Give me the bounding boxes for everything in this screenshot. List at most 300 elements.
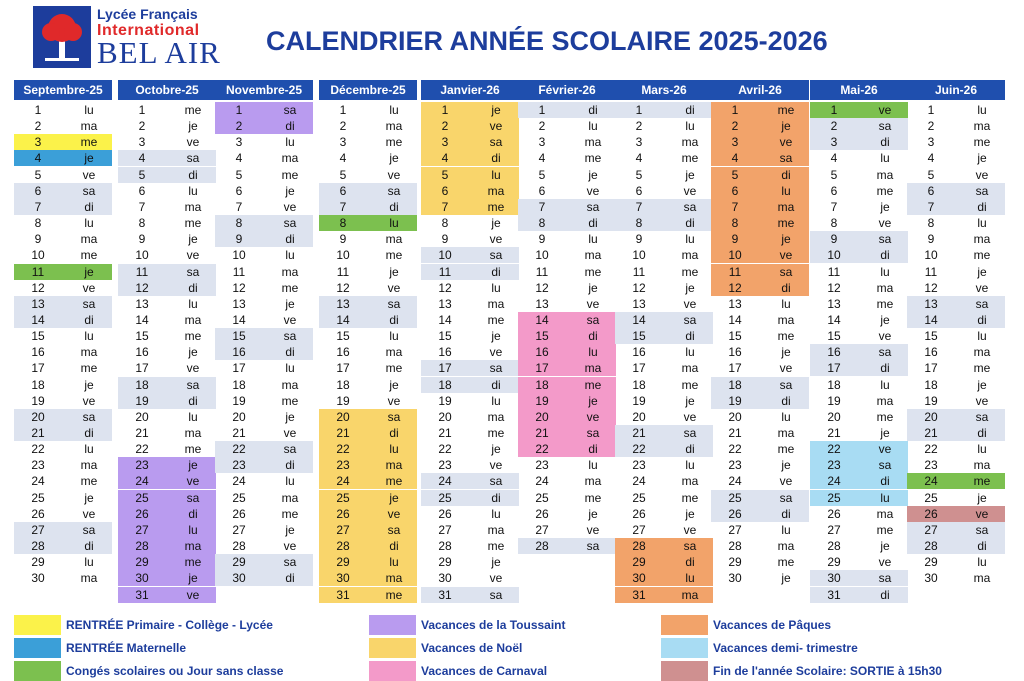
day-row [118, 538, 216, 554]
day-row [118, 441, 216, 457]
weekday: me [973, 248, 991, 263]
weekday: ve [878, 555, 892, 570]
day-row [518, 441, 616, 457]
day-row [711, 490, 809, 506]
day-row [810, 587, 908, 603]
weekday: je [880, 312, 890, 327]
day-number: 11 [535, 264, 549, 279]
day-number: 1 [235, 103, 243, 117]
day-number: 3 [731, 135, 739, 150]
day-row [810, 150, 908, 166]
day-number: 10 [336, 248, 350, 263]
day-row [711, 522, 809, 538]
day-row [518, 473, 616, 489]
day-number: 19 [728, 393, 742, 408]
day-number: 31 [632, 587, 646, 602]
day-row [810, 570, 908, 586]
day-row [319, 473, 417, 489]
weekday: lu [84, 555, 94, 570]
weekday: ma [385, 119, 403, 134]
weekday: ve [975, 280, 989, 295]
weekday: lu [880, 264, 890, 279]
day-number: 15 [232, 329, 246, 344]
day-row [118, 506, 216, 522]
weekday: me [184, 329, 202, 344]
weekday: di [389, 426, 399, 440]
weekday: lu [285, 248, 295, 263]
day-row [118, 344, 216, 360]
day-number: 1 [830, 103, 838, 117]
day-row [907, 490, 1005, 506]
day-number: 28 [728, 539, 742, 554]
month-column [711, 80, 809, 586]
weekday: ve [683, 296, 697, 311]
day-number: 12 [535, 280, 549, 295]
day-number: 22 [135, 442, 149, 457]
day-row [615, 570, 713, 586]
weekday: di [977, 199, 987, 214]
day-number: 23 [135, 458, 149, 473]
weekday: me [777, 216, 795, 231]
day-row [518, 538, 616, 554]
weekday: ma [584, 474, 602, 489]
weekday: ma [876, 506, 894, 521]
day-row [711, 457, 809, 473]
weekday: lu [781, 183, 791, 198]
day-number: 2 [441, 119, 449, 134]
day-row [215, 570, 313, 586]
day-row [711, 134, 809, 150]
day-row [615, 377, 713, 393]
day-number: 11 [924, 264, 938, 279]
weekday: ma [184, 312, 202, 327]
day-row [711, 296, 809, 312]
day-row [711, 280, 809, 296]
day-number: 18 [438, 377, 452, 392]
day-row [421, 328, 519, 344]
day-row [711, 409, 809, 425]
day-number: 17 [135, 361, 149, 376]
day-row [615, 247, 713, 263]
weekday: me [184, 442, 202, 457]
weekday: sa [489, 361, 503, 376]
day-row [14, 473, 112, 489]
day-row [615, 506, 713, 522]
weekday: ve [779, 135, 793, 150]
day-number: 6 [731, 183, 739, 198]
weekday: di [188, 167, 198, 182]
day-row [711, 506, 809, 522]
day-row [615, 199, 713, 215]
day-number: 3 [830, 135, 838, 150]
day-number: 26 [438, 506, 452, 521]
day-row [810, 554, 908, 570]
day-number: 20 [438, 409, 452, 424]
day-number: 9 [635, 232, 643, 247]
weekday: me [184, 103, 202, 117]
day-row [215, 134, 313, 150]
weekday: di [491, 490, 501, 505]
day-row [215, 150, 313, 166]
day-row [810, 506, 908, 522]
day-row [215, 538, 313, 554]
day-row [907, 134, 1005, 150]
day-row [421, 296, 519, 312]
weekday: lu [880, 490, 890, 505]
day-number: 22 [336, 442, 350, 457]
day-number: 4 [538, 151, 546, 166]
day-number: 6 [339, 183, 347, 198]
weekday: di [188, 506, 198, 521]
day-row [810, 215, 908, 231]
weekday: ma [385, 345, 403, 360]
day-row [711, 570, 809, 586]
weekday: ve [878, 442, 892, 457]
day-row [118, 247, 216, 263]
day-row [711, 231, 809, 247]
month-header: Mars-26 [615, 80, 713, 100]
weekday: sa [878, 571, 892, 586]
day-row [14, 102, 112, 118]
day-row [907, 538, 1005, 554]
day-number: 7 [927, 199, 935, 214]
day-row [215, 264, 313, 280]
day-number: 14 [438, 312, 452, 327]
day-row [421, 506, 519, 522]
weekday: lu [588, 345, 598, 360]
day-row [711, 183, 809, 199]
weekday: sa [779, 151, 793, 166]
day-row [14, 328, 112, 344]
weekday: di [880, 248, 890, 263]
day-number: 21 [632, 426, 646, 440]
day-number: 9 [830, 232, 838, 247]
day-row [907, 102, 1005, 118]
day-number: 26 [232, 506, 246, 521]
weekday: di [685, 329, 695, 344]
weekday: ma [777, 199, 795, 214]
day-number: 21 [438, 426, 452, 440]
weekday: di [491, 151, 501, 166]
weekday: lu [977, 329, 987, 344]
weekday: ma [973, 458, 991, 473]
day-row [215, 457, 313, 473]
weekday: me [281, 506, 299, 521]
day-row [810, 102, 908, 118]
logo-line-1: Lycée Français [97, 6, 198, 22]
day-row [14, 215, 112, 231]
weekday: je [781, 119, 791, 134]
weekday: ma [681, 587, 699, 602]
day-number: 5 [34, 167, 42, 182]
day-number: 29 [438, 555, 452, 570]
day-number: 21 [535, 426, 549, 440]
day-row [615, 490, 713, 506]
day-row [810, 296, 908, 312]
day-number: 27 [31, 522, 45, 537]
day-row [14, 570, 112, 586]
day-number: 31 [827, 587, 841, 602]
day-row [319, 247, 417, 263]
day-row [215, 425, 313, 441]
day-number: 22 [827, 442, 841, 457]
day-number: 2 [235, 119, 243, 134]
weekday: lu [188, 183, 198, 198]
day-number: 3 [441, 135, 449, 150]
day-number: 15 [31, 329, 45, 344]
weekday: lu [880, 151, 890, 166]
day-number: 25 [827, 490, 841, 505]
day-row [907, 360, 1005, 376]
day-number: 22 [632, 442, 646, 457]
weekday: je [188, 345, 198, 360]
day-row [907, 377, 1005, 393]
day-number: 7 [441, 199, 449, 214]
day-row [421, 280, 519, 296]
weekday: ma [777, 312, 795, 327]
day-row [711, 344, 809, 360]
day-number: 21 [728, 426, 742, 440]
day-number: 24 [336, 474, 350, 489]
weekday: ve [186, 361, 200, 376]
day-number: 28 [31, 539, 45, 554]
day-row [215, 167, 313, 183]
day-row [810, 377, 908, 393]
weekday: sa [683, 199, 697, 214]
day-number: 4 [635, 151, 643, 166]
weekday: me [184, 216, 202, 231]
weekday: sa [586, 426, 600, 440]
weekday: me [876, 409, 894, 424]
weekday: ma [184, 199, 202, 214]
day-row [215, 296, 313, 312]
day-row [907, 264, 1005, 280]
day-row [907, 280, 1005, 296]
day-row [421, 183, 519, 199]
day-row [14, 441, 112, 457]
day-row [215, 554, 313, 570]
day-row [319, 587, 417, 603]
weekday: di [781, 506, 791, 521]
day-number: 2 [731, 119, 739, 134]
day-number: 14 [728, 312, 742, 327]
weekday: lu [781, 296, 791, 311]
day-number: 25 [31, 490, 45, 505]
day-number: 13 [232, 296, 246, 311]
day-number: 22 [728, 442, 742, 457]
day-number: 30 [827, 571, 841, 586]
weekday: sa [586, 312, 600, 327]
day-number: 23 [924, 458, 938, 473]
day-number: 18 [924, 377, 938, 392]
weekday: di [188, 393, 198, 408]
day-number: 11 [135, 264, 149, 279]
weekday: je [389, 151, 399, 166]
weekday: lu [389, 216, 399, 231]
day-row [810, 490, 908, 506]
day-number: 7 [538, 199, 546, 214]
day-number: 14 [31, 312, 45, 327]
day-number: 16 [632, 345, 646, 360]
weekday: lu [977, 216, 987, 231]
day-number: 5 [830, 167, 838, 182]
weekday: ma [385, 232, 403, 247]
day-number: 17 [728, 361, 742, 376]
day-row [907, 296, 1005, 312]
day-number: 24 [232, 474, 246, 489]
weekday: je [588, 167, 598, 182]
day-row [215, 247, 313, 263]
day-row [215, 506, 313, 522]
weekday: me [777, 555, 795, 570]
day-number: 29 [632, 555, 646, 570]
day-row [215, 409, 313, 425]
weekday: sa [186, 151, 200, 166]
weekday: ve [975, 393, 989, 408]
day-row [319, 118, 417, 134]
day-row [615, 280, 713, 296]
day-number: 20 [535, 409, 549, 424]
weekday: me [385, 587, 403, 602]
day-number: 12 [31, 280, 45, 295]
weekday: lu [685, 345, 695, 360]
weekday: me [487, 312, 505, 327]
day-row [907, 247, 1005, 263]
day-row [215, 522, 313, 538]
day-number: 13 [535, 296, 549, 311]
day-number: 12 [135, 280, 149, 295]
day-number: 28 [438, 539, 452, 554]
weekday: je [588, 393, 598, 408]
weekday: je [685, 167, 695, 182]
weekday: je [977, 377, 987, 392]
day-number: 19 [632, 393, 646, 408]
legend-label: Vacances de Carnaval [421, 664, 548, 678]
weekday: ma [487, 183, 505, 198]
weekday: ma [681, 135, 699, 150]
weekday: sa [975, 183, 989, 198]
day-row [319, 554, 417, 570]
day-row [810, 360, 908, 376]
day-number: 5 [731, 167, 739, 182]
day-row [319, 490, 417, 506]
day-number: 1 [927, 103, 935, 117]
day-number: 9 [731, 232, 739, 247]
weekday: me [184, 555, 202, 570]
day-row [421, 360, 519, 376]
weekday: lu [977, 442, 987, 457]
day-row [810, 312, 908, 328]
legend-swatch [661, 638, 708, 658]
month-column [907, 80, 1005, 586]
legend-swatch [14, 638, 61, 658]
weekday: lu [84, 442, 94, 457]
weekday: me [385, 135, 403, 150]
day-number: 4 [235, 151, 243, 166]
weekday: ma [973, 571, 991, 586]
weekday: ve [975, 506, 989, 521]
day-row [14, 296, 112, 312]
day-number: 17 [336, 361, 350, 376]
weekday: di [84, 199, 94, 214]
day-row [711, 150, 809, 166]
day-row [319, 522, 417, 538]
weekday: ve [387, 280, 401, 295]
day-number: 24 [728, 474, 742, 489]
day-row [118, 199, 216, 215]
weekday: ve [283, 539, 297, 554]
weekday: di [285, 232, 295, 247]
weekday: ve [878, 103, 892, 117]
day-row [518, 134, 616, 150]
day-row [907, 231, 1005, 247]
weekday: je [685, 506, 695, 521]
day-row [319, 570, 417, 586]
weekday: di [977, 426, 987, 440]
weekday: di [389, 312, 399, 327]
weekday: je [389, 490, 399, 505]
day-row [615, 118, 713, 134]
weekday: sa [975, 522, 989, 537]
day-row [14, 312, 112, 328]
weekday: sa [683, 539, 697, 554]
day-row [421, 538, 519, 554]
day-number: 5 [927, 167, 935, 182]
legend-swatch [661, 661, 708, 681]
day-number: 17 [438, 361, 452, 376]
day-number: 19 [135, 393, 149, 408]
day-row [907, 425, 1005, 441]
weekday: di [685, 555, 695, 570]
weekday: ve [586, 409, 600, 424]
day-number: 16 [827, 345, 841, 360]
day-row [518, 393, 616, 409]
day-number: 20 [924, 409, 938, 424]
weekday: sa [186, 377, 200, 392]
day-number: 6 [830, 183, 838, 198]
day-number: 15 [336, 329, 350, 344]
weekday: lu [685, 458, 695, 473]
day-number: 13 [135, 296, 149, 311]
weekday: ma [681, 248, 699, 263]
day-number: 9 [235, 232, 243, 247]
weekday: lu [84, 216, 94, 231]
weekday: je [781, 232, 791, 247]
day-row [907, 457, 1005, 473]
day-number: 14 [135, 312, 149, 327]
day-row [810, 522, 908, 538]
day-row [14, 554, 112, 570]
weekday: ve [82, 167, 96, 182]
weekday: sa [878, 119, 892, 134]
weekday: di [781, 167, 791, 182]
day-row [421, 264, 519, 280]
weekday: je [188, 458, 198, 473]
day-row [615, 441, 713, 457]
day-row [711, 554, 809, 570]
day-row [615, 167, 713, 183]
day-number: 14 [336, 312, 350, 327]
weekday: di [781, 280, 791, 295]
day-number: 12 [438, 280, 452, 295]
weekday: lu [389, 103, 399, 117]
day-number: 14 [232, 312, 246, 327]
day-row [518, 264, 616, 280]
day-row [615, 231, 713, 247]
weekday: di [389, 539, 399, 554]
day-number: 4 [339, 151, 347, 166]
legend-label: RENTRÉE Primaire - Collège - Lycée [66, 618, 273, 632]
